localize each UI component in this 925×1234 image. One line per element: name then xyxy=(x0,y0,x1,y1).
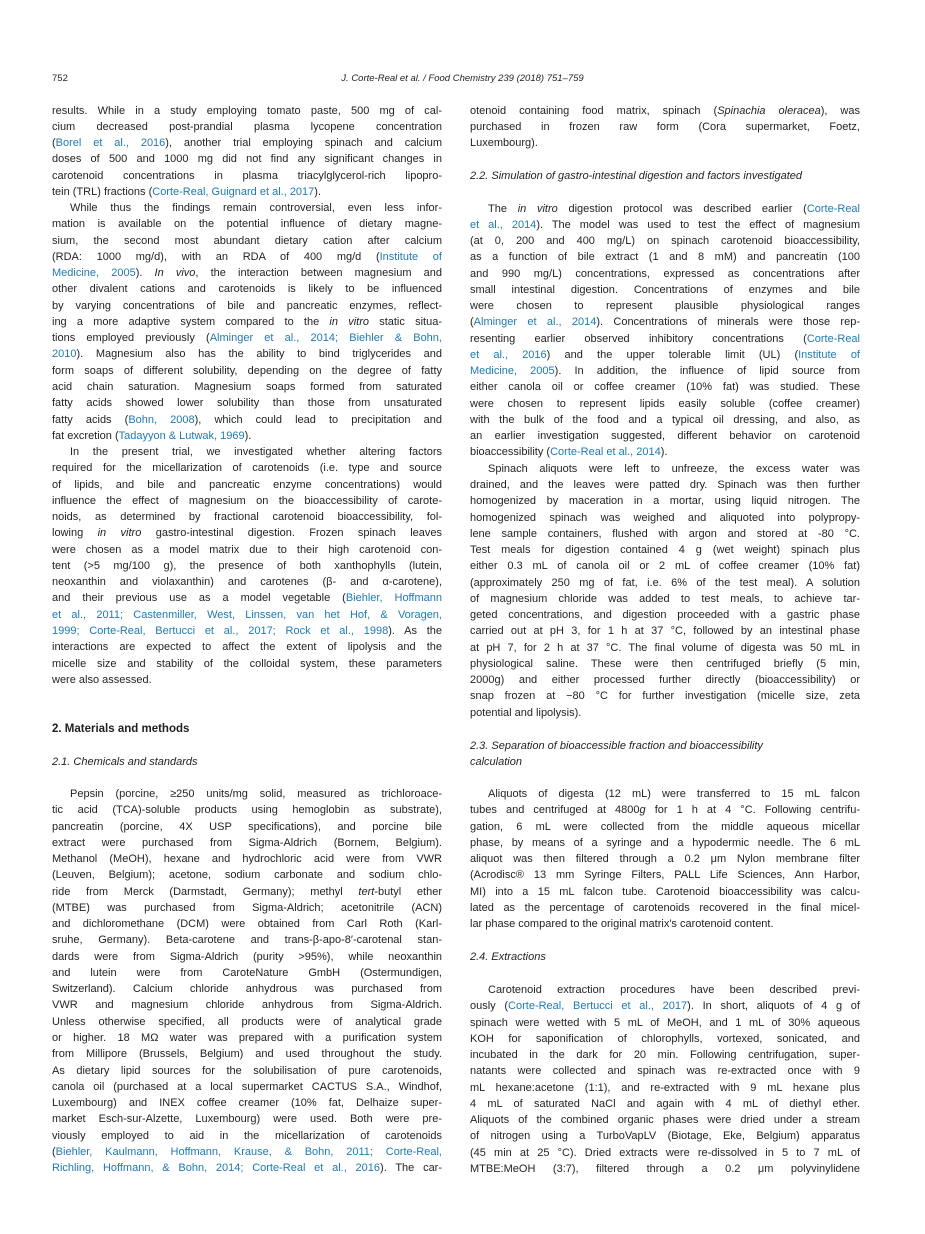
right-column-separation xyxy=(470,786,860,932)
text-line xyxy=(52,1111,442,1127)
text-line xyxy=(470,298,860,314)
text-run: (MTBE) was purchased from Sigma-Aldrich; acetonitrile (ACN) xyxy=(52,901,442,914)
text-run: results. While in a study employing tomato paste, 500 mg of cal- xyxy=(52,104,442,117)
paragraph xyxy=(52,786,442,1176)
text-line xyxy=(470,233,860,249)
citation-link[interactable]: et al., 2011; Castenmiller, West, Linssen, van het Hof, & Voragen, xyxy=(52,608,442,621)
italic-text: Spinachia oleracea xyxy=(717,104,821,117)
text-line xyxy=(470,347,860,363)
text-line xyxy=(470,249,860,265)
text-run: , the interaction between magnesium and xyxy=(195,267,442,280)
text-line xyxy=(52,802,442,818)
text-run: and lutein were from CaroteNature GmbH (Ostermundigen, xyxy=(52,966,442,979)
text-run: (Leuven, Belgium); acetone, sodium carbonate and sodium chlo- xyxy=(52,869,442,882)
text-run: at pH 7, for 2 h at 37 °C. The final volume of digesta was 50 mL in xyxy=(470,641,860,654)
text-run: with the bulk of the food and a typical oil dressing, and also, as xyxy=(470,413,860,426)
subsection-heading: 2.2. Simulation of gastro-intestinal digestion and factors investigated xyxy=(470,170,803,182)
text-line xyxy=(52,542,442,558)
text-line xyxy=(52,851,442,867)
text-line xyxy=(52,607,442,623)
text-line xyxy=(470,119,860,135)
text-run: resenting earlier observed inhibitory concentrations ( xyxy=(470,332,807,345)
text-run: of nitrogen using a TurboVapLV (Biotage, Eke, Belgium) apparatus xyxy=(470,1130,860,1143)
text-line xyxy=(470,998,860,1014)
text-run: canola oil (purchased at a local supermarket CACTUS S.A., Windhof, xyxy=(52,1080,442,1093)
text-run: mation is available on the potential influence of dietary magne- xyxy=(52,218,442,231)
text-line xyxy=(470,786,860,802)
text-line xyxy=(470,493,860,509)
citation-link[interactable]: Corte-Real et al., 2014 xyxy=(550,446,661,459)
text-run: were also assessed. xyxy=(52,673,152,686)
text-line xyxy=(52,1030,442,1046)
text-run: were chosen as a model matrix due to their high carotenoid con- xyxy=(52,543,442,556)
text-run: required for the micellarization of carotenoids (i.e. type and source xyxy=(52,462,442,475)
text-run: interactions are expected to affect the extent of lipolysis and the xyxy=(52,641,442,654)
text-run: tein (TRL) fractions ( xyxy=(52,185,153,198)
text-run: bioaccessibility ( xyxy=(470,446,551,459)
text-line xyxy=(470,314,860,330)
text-line xyxy=(470,558,860,574)
text-run: homogenized by maceration in a mortar, using liquid nitrogen. The xyxy=(470,495,860,508)
text-line xyxy=(470,444,860,460)
text-line xyxy=(52,916,442,932)
text-run: -butyl ether xyxy=(374,885,443,898)
text-run: physiological saline. These were then centrifuged briefly (5 min, xyxy=(470,657,860,670)
text-line xyxy=(52,460,442,476)
text-line xyxy=(52,509,442,525)
text-line xyxy=(52,590,442,606)
text-line xyxy=(470,542,860,558)
text-line xyxy=(52,428,442,444)
text-run: KOH for saponification of chlorophylls, vortexed, sonicated, and xyxy=(470,1032,860,1045)
text-run: (approximately 250 mg of fat, i.e. 6% of the test meal). A solution xyxy=(470,576,860,589)
text-run: digestion protocol was described earlier ( xyxy=(557,202,807,215)
text-run: natants were collected and spinach was re-extracted once with 9 xyxy=(470,1065,860,1078)
citation-link[interactable]: Medicine, 2005 xyxy=(470,365,555,378)
text-run: homogenized spinach was weighed and aliquoted into polypropy- xyxy=(470,511,860,524)
text-run: neoxanthin and violaxanthin) and carotenes (β- and α-carotene), xyxy=(52,576,442,589)
text-line xyxy=(470,575,860,591)
citation-link[interactable]: Borel et al., 2016 xyxy=(55,137,166,150)
text-line xyxy=(470,1047,860,1063)
citation-link[interactable]: Alminger et al., 2014; Biehler & Bohn, xyxy=(209,332,442,345)
text-line xyxy=(470,526,860,542)
text-run: ). xyxy=(135,267,155,280)
text-line xyxy=(470,1161,860,1177)
text-run: Luxembourg). xyxy=(470,137,538,150)
text-line xyxy=(52,672,442,688)
text-run: As dietary lipid sources for the solubilisation of pure carotenoids, xyxy=(52,1064,442,1077)
citation-link[interactable]: et al., 2016 xyxy=(470,348,547,361)
text-run: Switzerland). Calcium chloride anhydrous was purchased from xyxy=(52,983,442,996)
text-run: acid chain saturation. Magnesium soaps formed from saturated xyxy=(52,381,442,394)
text-run: of lipids, and bile and pancreatic enzyme concentrations) would xyxy=(52,478,442,491)
text-line xyxy=(470,396,860,412)
text-run: ). Concentrations of minerals were those rep- xyxy=(596,316,860,329)
text-line xyxy=(52,330,442,346)
text-run: doses of 500 and 1000 mg did not find any significant changes in xyxy=(52,153,442,166)
subsection-heading xyxy=(470,738,860,771)
text-run: 4 mL of saturated NaCl and again with 4 mL of diethyl ether. xyxy=(470,1097,860,1110)
citation-link[interactable]: Corte-Real xyxy=(806,332,860,345)
text-run: of magnesium chloride was added to test meals, to achieve tar- xyxy=(470,592,860,605)
right-column-matrix xyxy=(470,103,860,152)
text-line xyxy=(52,949,442,965)
text-run: lated as the percentage of carotenoids recovered in the final micel- xyxy=(470,901,860,914)
text-run: MTBE:MeOH (3:7), filtered through a 0.2 μm polyvinylidene xyxy=(470,1162,860,1175)
citation-link[interactable]: et al., 2014 xyxy=(470,218,537,231)
text-line xyxy=(52,103,442,119)
text-line xyxy=(470,477,860,493)
text-line xyxy=(52,525,442,541)
text-run: ing a more adaptive system compared to the xyxy=(52,315,330,328)
citation-link[interactable]: Institute of xyxy=(798,348,860,361)
text-run: drained, and the leaves were patted dry. Spinach was then further xyxy=(470,479,860,492)
text-run: ), was xyxy=(820,104,860,117)
text-run: ride from Merck (Darmstadt, Germany); methyl xyxy=(52,885,359,898)
citation-link[interactable]: Institute of xyxy=(379,250,442,263)
paragraph xyxy=(470,461,860,721)
text-line xyxy=(52,1095,442,1111)
text-run: tions employed previously ( xyxy=(52,332,210,345)
text-run: from Millipore (Brussels, Belgium) and used throughout the study. xyxy=(52,1048,442,1061)
text-line xyxy=(470,900,860,916)
citation-link[interactable]: 2010 xyxy=(52,348,77,361)
italic-text: in vitro xyxy=(517,202,558,215)
citation-link[interactable]: 1999; Corte-Real, Bertucci et al., 2017; Rock et al., 1998 xyxy=(52,625,389,637)
text-run: Pepsin (porcine, ≥250 units/mg solid, measured as trichloroace- xyxy=(70,788,442,800)
text-line xyxy=(52,168,442,184)
text-line xyxy=(470,1063,860,1079)
text-run: otenoid containing food matrix, spinach ( xyxy=(470,104,718,117)
text-run: carotenoid concentrations in plasma triacylglycerol-rich lipopro- xyxy=(52,169,442,182)
text-line xyxy=(470,640,860,656)
text-line xyxy=(470,103,860,119)
text-run: or higher. 18 MΩ water was prepared with a purification system xyxy=(52,1031,442,1044)
text-run: (45 min at 25 °C). Dried extracts were re-dissolved in 5 to 7 mL of xyxy=(470,1146,860,1159)
text-run: ), another trial employing spinach and calcium xyxy=(165,137,442,150)
text-line xyxy=(52,477,442,493)
text-line xyxy=(470,884,860,900)
text-line xyxy=(470,982,860,998)
text-line xyxy=(52,298,442,314)
right-column-extractions xyxy=(470,982,860,1177)
text-run: for 1 h at 4 °C. Following centrifu- xyxy=(645,804,860,817)
text-run: Carotenoid extraction procedures have been described previ- xyxy=(488,984,860,996)
text-run: VWR and magnesium chloride anhydrous from Sigma-Aldrich. xyxy=(52,999,442,1012)
subsection-heading-line: calculation xyxy=(470,755,522,768)
text-line xyxy=(52,151,442,167)
text-line xyxy=(52,1160,442,1176)
text-line xyxy=(52,656,442,672)
text-line xyxy=(52,346,442,362)
text-run: geted concentrations, and digestion proceeded with a gastric phase xyxy=(470,609,860,622)
citation-link[interactable]: Tadayyon & Lutwak, 1969 xyxy=(118,429,245,442)
text-run: While thus the findings remain controversial, even less infor- xyxy=(70,202,442,215)
italic-text: in vitro xyxy=(329,315,369,328)
citation-link[interactable]: Richling, Hoffmann, & Bohn, 2014; Corte-Real et al., 2016 xyxy=(52,1162,381,1175)
text-run: carried out at pH 3, for 1 h at 37 °C, followed by an intestinal phase xyxy=(470,625,860,638)
text-run: phase, by means of a syringe and a hypodermic needle. The 6 mL xyxy=(470,836,860,849)
text-line xyxy=(52,379,442,395)
text-run: Spinach aliquots were left to unfreeze, the excess water was xyxy=(488,462,860,475)
text-line xyxy=(470,623,860,639)
text-line xyxy=(52,932,442,948)
text-run: an earlier investigation suggested, different behavior on carotenoid xyxy=(470,430,860,443)
citation-link[interactable]: Bohn, 2008 xyxy=(128,413,195,426)
right-column-digestion xyxy=(470,201,860,722)
text-run: Aliquots of the combined organic phases were dried under a stream xyxy=(470,1114,860,1127)
text-line xyxy=(470,412,860,428)
text-line xyxy=(470,835,860,851)
text-run: aliquot was then filtered through a 0.2 μm Nylon membrane filter xyxy=(470,853,860,866)
text-run: purchased in frozen raw form (Cora supermarket, Foetz, xyxy=(470,120,860,133)
text-line xyxy=(470,379,860,395)
text-run: ) and the upper tolerable limit (UL) ( xyxy=(546,348,799,361)
text-line xyxy=(470,819,860,835)
text-run: micelle size and stability of the colloidal system, these parameters xyxy=(52,657,442,670)
text-run: fat excretion ( xyxy=(52,429,119,442)
citation-link[interactable]: Corte-Real, Bertucci et al., 2017 xyxy=(508,1000,688,1013)
text-line xyxy=(470,331,860,347)
text-run: ), which could lead to precipitation and xyxy=(194,413,442,426)
text-run: ). xyxy=(660,446,668,459)
text-run: tic acid (TCA)-soluble products using hemoglobin as substrate), xyxy=(52,804,442,817)
text-run: Aliquots of digesta (12 mL) were transferred to 15 mL falcon xyxy=(488,788,860,800)
text-line xyxy=(52,395,442,411)
citation-link[interactable]: Alminger et al., 2014 xyxy=(473,316,597,329)
text-line xyxy=(52,884,442,900)
text-run: (RDA: 1000 mg/d), with an RDA of 400 mg/d ( xyxy=(52,250,380,263)
text-run: Unless otherwise specified, all products were of analytical grade xyxy=(52,1015,442,1028)
text-run: incubated in the dark for 20 min. Following centrifugation, super- xyxy=(470,1049,860,1062)
text-line xyxy=(52,965,442,981)
text-run: (Acrodisc® 13 mm Syringe Filters, PALL Life Sciences, Ann Harbor, xyxy=(470,869,860,882)
text-line xyxy=(52,184,442,200)
text-run: fatty acids showed lower solubility than those from unsaturated xyxy=(52,397,442,410)
text-run: ). The car- xyxy=(380,1162,443,1175)
text-run: cium decreased post-prandial plasma lycopene concentration xyxy=(52,120,442,133)
text-run: (at 0, 200 and 400 mg/L) on spinach carotenoid bioaccessibility, xyxy=(470,235,860,248)
text-run: sruhe, Germany). Beta-carotene and trans-β-apo-8′-carotenal stan- xyxy=(52,934,442,947)
text-run: as a function of bile extract (1 and 8 mM) and pancreatin (100 xyxy=(470,251,860,264)
text-run: ). In addition, the influence of lipid source from xyxy=(554,365,861,378)
text-run: gastro-intestinal digestion. Frozen spinach leaves xyxy=(141,527,443,540)
text-run: Methanol (MeOH), hexane and hydrochloric acid were from VWR xyxy=(52,853,442,866)
text-run: ). In short, aliquots of 4 g of xyxy=(687,1000,860,1013)
text-run: extract were purchased from Sigma-Aldrich (Bornem, Belgium). xyxy=(52,836,442,849)
text-run: other divalent cations and carotenoids is likely to be influenced xyxy=(52,283,442,296)
text-line xyxy=(470,688,860,704)
text-line xyxy=(470,591,860,607)
text-line xyxy=(52,363,442,379)
citation-link[interactable]: Corte-Real, Guignard et al., 2017 xyxy=(152,185,315,198)
text-run: Test meals for digestion contained 4 g (wet weight) spinach plus xyxy=(470,544,860,557)
text-run: and dichloromethane (DCM) were obtained from Carl Roth (Karl- xyxy=(52,918,442,931)
text-line xyxy=(470,266,860,282)
paragraph xyxy=(470,201,860,461)
text-line xyxy=(470,1096,860,1112)
text-line xyxy=(470,428,860,444)
text-run: mL hexane:acetone (1:1), and re-extracted with 9 mL hexane plus xyxy=(470,1081,860,1094)
text-line xyxy=(52,200,442,216)
text-line xyxy=(52,835,442,851)
text-run: sium, the second most abundant dietary cation after calcium xyxy=(52,234,442,247)
text-line xyxy=(52,574,442,590)
text-run: static situa- xyxy=(368,315,442,328)
section-heading: 2. Materials and methods xyxy=(52,723,190,735)
text-line xyxy=(52,639,442,655)
text-line xyxy=(52,623,442,639)
text-line xyxy=(52,1063,442,1079)
text-line xyxy=(52,281,442,297)
text-run: either canola oil or coffee creamer (10% fat) was studied. These xyxy=(470,381,860,394)
text-line xyxy=(470,867,860,883)
left-column-intro xyxy=(52,103,442,689)
text-line xyxy=(52,216,442,232)
text-line xyxy=(52,997,442,1013)
text-run: ). xyxy=(244,429,252,442)
text-run: noids, as determined by fractional carotenoid bioaccessibility, fol- xyxy=(52,511,442,524)
text-run: lowing xyxy=(52,527,98,540)
running-title: J. Corte-Real et al. / Food Chemistry 239 (2018) 751–759 xyxy=(341,73,584,84)
text-line xyxy=(52,558,442,574)
text-line xyxy=(470,802,860,818)
paragraph xyxy=(470,786,860,932)
text-line xyxy=(52,119,442,135)
subsection-heading: 2.4. Extractions xyxy=(470,951,546,963)
subsection-heading: 2.1. Chemicals and standards xyxy=(52,755,198,768)
citation-link[interactable]: Biehler, Hoffmann xyxy=(345,592,442,605)
text-line xyxy=(470,1015,860,1031)
text-run: ( xyxy=(470,316,474,329)
text-line xyxy=(52,135,442,151)
text-line xyxy=(470,135,860,151)
text-line xyxy=(52,1128,442,1144)
text-run: ). Magnesium also has the ability to bind triglycerides and xyxy=(76,348,442,361)
text-run: ( xyxy=(52,1145,56,1158)
italic-text: g xyxy=(639,804,646,817)
text-run: fatty acids ( xyxy=(52,413,129,426)
text-run: Luxembourg) and INEX coffee creamer (10% fat, Delhaize super- xyxy=(52,1097,442,1110)
text-line xyxy=(52,1144,442,1160)
text-line xyxy=(52,493,442,509)
text-run: and 990 mg/L) concentrations, expressed as concentrations after xyxy=(470,267,860,280)
citation-link[interactable]: Corte-Real xyxy=(806,202,860,215)
text-line xyxy=(470,705,860,721)
text-run: lar phase compared to the original matrix's carotenoid content. xyxy=(470,918,774,931)
text-run: viously employed to aid in the micellarization of carotenoids xyxy=(52,1129,442,1142)
text-run: either 0.3 mL of canola oil or 2 mL of coffee creamer (10% fat) xyxy=(470,560,860,573)
text-line xyxy=(52,786,442,802)
text-line xyxy=(470,916,860,932)
text-run: ). The model was used to test the effect of magnesium xyxy=(536,218,861,231)
text-line xyxy=(52,249,442,265)
paragraph xyxy=(470,982,860,1177)
text-line xyxy=(52,981,442,997)
text-line xyxy=(52,1079,442,1095)
citation-link[interactable]: Medicine, 2005 xyxy=(52,267,136,280)
text-line xyxy=(470,607,860,623)
text-line xyxy=(52,412,442,428)
text-run: In the present trial, we investigated whether altering factors xyxy=(70,446,442,459)
text-run: potential and lipolysis). xyxy=(470,706,582,719)
italic-text: in vitro xyxy=(97,527,142,540)
text-run: market Esch-sur-Alzette, Luxembourg) were used. Both were pre- xyxy=(52,1113,442,1126)
text-line xyxy=(52,819,442,835)
left-column-chemicals xyxy=(52,786,442,1176)
text-run: lene sample containers, flushed with argon and stored at -80 °C. xyxy=(470,527,860,540)
text-line xyxy=(470,1080,860,1096)
italic-text: tert xyxy=(358,885,375,898)
text-line xyxy=(470,656,860,672)
text-run: gation, 6 mL were collected from the middle aqueous micellar xyxy=(470,820,860,833)
text-run: ). xyxy=(314,185,322,198)
paragraph xyxy=(470,103,860,152)
text-run: 2000g) and either processed further directly (bioaccessibility) or xyxy=(470,674,860,687)
text-line xyxy=(470,1145,860,1161)
text-run: dards were from Sigma-Aldrich (purity >95%), while neoxanthin xyxy=(52,950,442,963)
text-run: ). As the xyxy=(388,625,443,637)
text-line xyxy=(52,1046,442,1062)
text-line xyxy=(52,1014,442,1030)
text-run: ( xyxy=(52,137,56,150)
text-line xyxy=(52,265,442,281)
text-run: form soaps of different solubility, depending on the degree of fatty xyxy=(52,364,442,377)
text-run: influence the effect of magnesium on the bioaccessibility of carote- xyxy=(52,494,442,507)
page-number: 752 xyxy=(52,73,68,84)
text-line xyxy=(52,867,442,883)
text-run: tubes and centrifuged at 4800 xyxy=(470,804,640,817)
text-line xyxy=(470,282,860,298)
text-line xyxy=(470,201,860,217)
italic-text: In vivo xyxy=(154,267,196,280)
text-line xyxy=(470,363,860,379)
text-line xyxy=(52,314,442,330)
text-line xyxy=(470,461,860,477)
text-line xyxy=(470,672,860,688)
text-run: were chosen to represent plausible physiological ranges xyxy=(470,300,860,313)
text-run: MI) into a 15 mL falcon tube. Carotenoid bioaccessibility was calcu- xyxy=(470,885,860,898)
text-line xyxy=(52,444,442,460)
text-line xyxy=(470,1031,860,1047)
citation-link[interactable]: Biehler, Kaulmann, Hoffmann, Krause, & Bohn, 2011; Corte-Real, xyxy=(55,1145,442,1158)
paragraph xyxy=(52,200,442,444)
text-line xyxy=(470,510,860,526)
text-run: spinach were wetted with 5 mL of MeOH, and 1 mL of 30% aqueous xyxy=(470,1016,860,1029)
text-run: by varying concentrations of bile and pancreatic enzymes, reflect- xyxy=(52,299,442,312)
text-line xyxy=(470,1112,860,1128)
text-line xyxy=(52,233,442,249)
paragraph xyxy=(52,103,442,201)
text-run: were chosen to represent lipids easily soluble (coffee creamer) xyxy=(470,397,860,410)
text-line xyxy=(52,900,442,916)
text-run: ously ( xyxy=(470,1000,509,1013)
text-run: and their previous use as a model vegetable ( xyxy=(52,592,346,605)
subsection-heading-line: 2.3. Separation of bioaccessible fraction and bioaccessibility xyxy=(470,739,763,752)
text-run: pancreatin (porcine, 4X USP specifications), and porcine bile xyxy=(52,820,442,833)
text-run: The xyxy=(488,202,518,215)
text-run: small intestinal digestion. Concentrations of enzymes and bile xyxy=(470,283,860,296)
text-line xyxy=(470,851,860,867)
paragraph xyxy=(52,444,442,688)
text-line xyxy=(470,1128,860,1144)
text-line xyxy=(470,217,860,233)
text-run: snap frozen at −80 °C for further investigation (micelle size, zeta xyxy=(470,690,860,703)
text-run: tent (>5 mg/100 g), the presence of both xanthophylls (lutein, xyxy=(52,559,442,572)
